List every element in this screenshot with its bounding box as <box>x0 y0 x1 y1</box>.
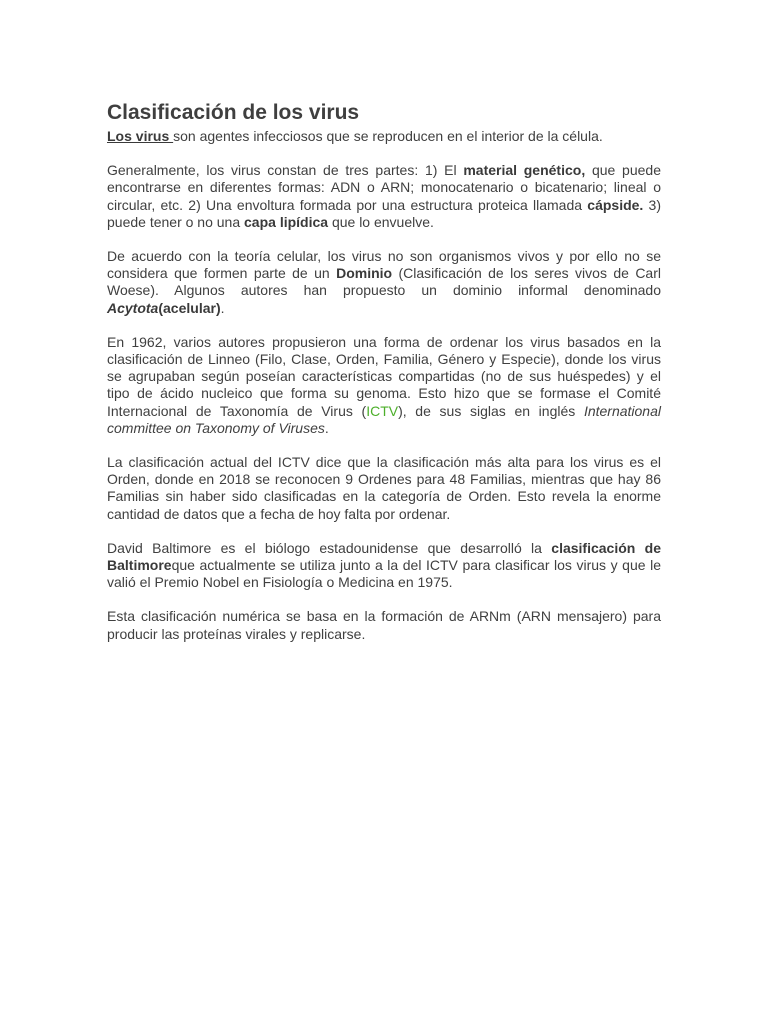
p2-text-1: De acuerdo con la teoría celular, los virus no son organismos vivos y por ello no se considera que formen parte de un <box>107 248 661 282</box>
intro-paragraph <box>107 128 661 145</box>
p3-text-3: . <box>324 419 329 436</box>
p1-bold-material: material genético, <box>463 162 586 179</box>
paragraph-ictv <box>107 334 661 437</box>
p2-bold-dominio: Dominio <box>336 265 393 282</box>
p5-text-1: David Baltimore es el biólogo estadounidense que desarrolló la <box>107 539 552 556</box>
p1-bold-capside: cápside. <box>587 196 644 213</box>
p2-bold-italic-acytota: Acytota <box>107 299 159 316</box>
intro-text: son agentes infecciosos que se reproducen en el interior de la célula. <box>173 128 603 144</box>
ictv-link[interactable]: ICTV <box>366 402 399 419</box>
p5-bold-baltimore: clasificación de Baltimore <box>107 539 661 574</box>
p1-text-1: Generalmente, los virus constan de tres partes: 1) El <box>107 162 464 179</box>
p1-text-2: que puede encontrarse en diferentes formas: ADN o ARN; monocatenario o bicatenario; lineal o circular, etc. 2) Una envoltura formada por una estructura proteica llamada <box>107 162 661 213</box>
paragraph-dominio <box>107 248 661 317</box>
paragraph-baltimore <box>107 540 661 592</box>
p3-text-1: En 1962, varios autores propusieron una forma de ordenar los virus basados en la clasificación de Linneo (Filo, Clase, Orden, Familia, Género y Especie), donde los virus se agrupaban según poseían características compartidas (no de sus huéspedes) y el tipo de ácido nucleico que forma su genoma. Esto hizo que se formase el Comité Internacional de Taxonomía de Virus ( <box>107 333 661 419</box>
paragraph-parts <box>107 162 661 231</box>
p5-text-2: que actualmente se utiliza junto a la del ICTV para clasificar los virus y que le valió el Premio Nobel en Fisiología o Medicina en 1975. <box>107 557 661 591</box>
p1-bold-capa: capa lipídica <box>244 213 329 230</box>
p3-text-2: ), de sus siglas en inglés <box>398 402 584 419</box>
p2-text-3: . <box>220 299 225 316</box>
p1-text-3: 3) puede tener o no una <box>107 196 662 230</box>
p3-italic-english-name: International committee on Taxonomy of Viruses <box>107 402 661 436</box>
p2-bold-acelular: (acelular) <box>158 299 221 316</box>
intro-lead: Los virus <box>107 128 174 144</box>
p2-text-2: (Clasificación de los seres vivos de Carl Woese). Algunos autores han propuesto un dominio informal denominado <box>107 265 661 299</box>
document-title: Clasificación de los virus <box>107 101 360 124</box>
p1-text-4: que lo envuelve. <box>328 213 434 230</box>
paragraph-arnm: Esta clasificación numérica se basa en la formación de ARNm (ARN mensajero) para producir las proteínas virales y replicarse. <box>107 608 661 642</box>
paragraph-orden: La clasificación actual del ICTV dice que la clasificación más alta para los virus es el Orden, donde en 2018 se reconocen 9 Ordenes para 48 Familias, mientras que hay 86 Familias sin haber sido clasificadas en la categoría de Orden. Esto revela la enorme cantidad de datos que a fecha de hoy falta por ordenar. <box>107 454 661 522</box>
